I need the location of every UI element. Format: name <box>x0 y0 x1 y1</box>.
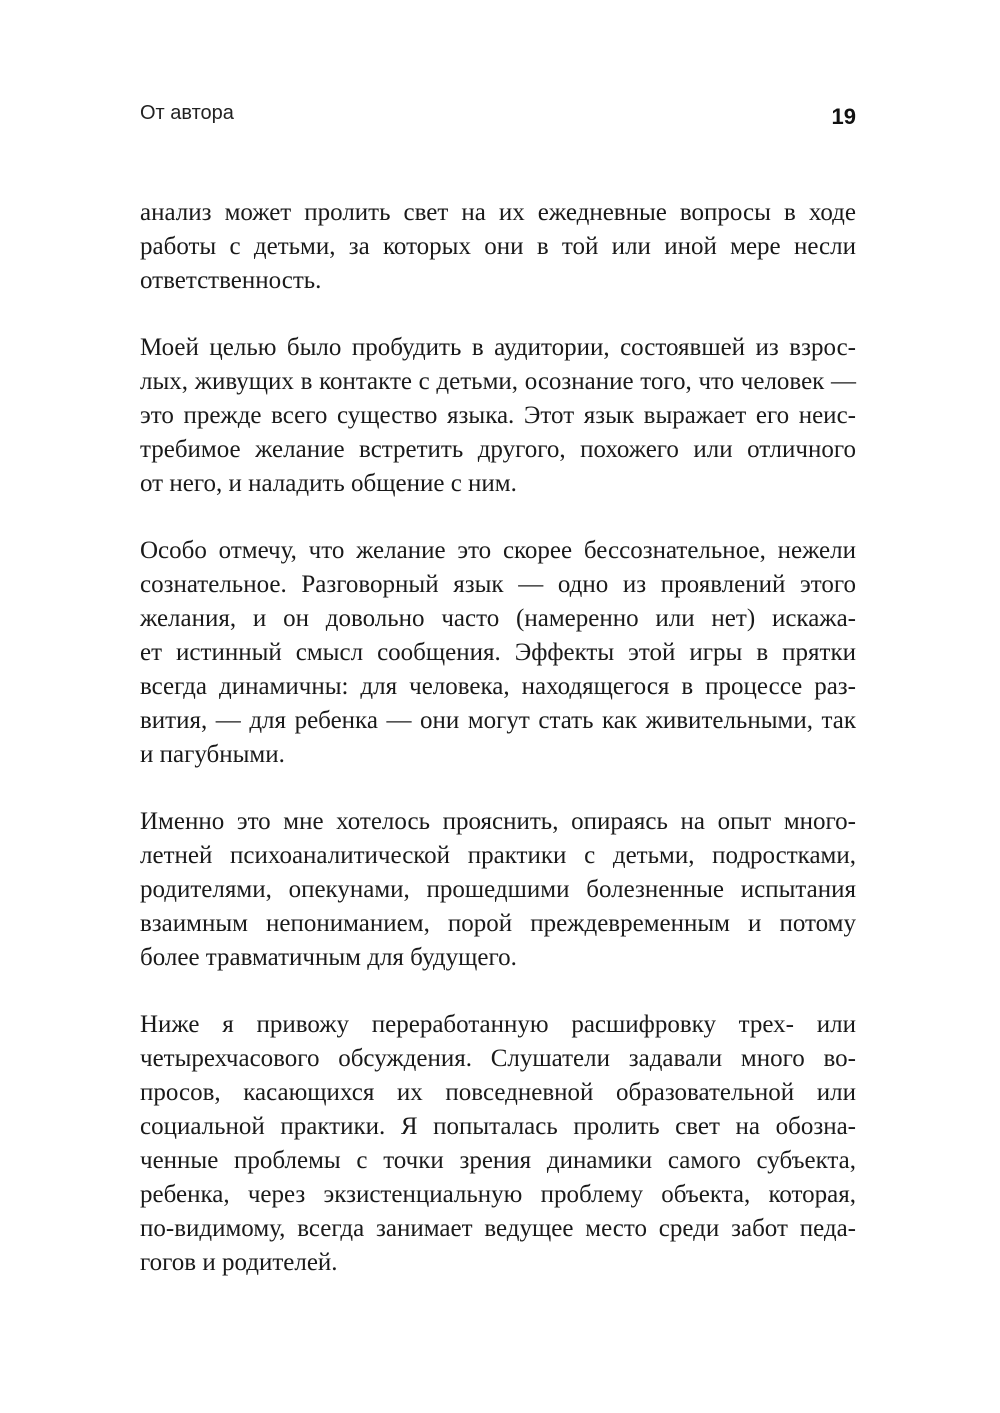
section-title: От автора <box>140 102 234 124</box>
text-line: Моей целью было пробудить в аудитории, состоявшей из взрос- <box>140 334 856 361</box>
text-line: по-видимому, всегда занимает ведущее место среди забот педа- <box>140 1215 856 1242</box>
text-line: работы с детьми, за которых они в той или иной мере несли <box>140 233 856 260</box>
text-line: это прежде всего существо языка. Этот язык выражает его неис- <box>140 402 856 429</box>
paragraph <box>140 1008 856 1280</box>
text-line: желания, и он довольно часто (намеренно или нет) искажа- <box>140 605 856 632</box>
paragraph <box>140 534 856 772</box>
paragraph <box>140 805 856 975</box>
text-line: социальной практики. Я попыталась пролить свет на обозна- <box>140 1113 856 1140</box>
text-line: просов, касающихся их повседневной образовательной или <box>140 1079 856 1106</box>
text-line: всегда динамичны: для человека, находящегося в процессе раз- <box>140 673 856 700</box>
text-line: более травматичным для будущего. <box>140 944 517 971</box>
paragraph <box>140 196 856 298</box>
text-line: ребенка, через экзистенциальную проблему объекта, которая, <box>140 1181 856 1208</box>
text-line: от него, и наладить общение с ним. <box>140 470 517 497</box>
text-line: вития, — для ребенка — они могут стать как живительными, так <box>140 707 856 734</box>
paragraph <box>140 331 856 501</box>
body-text <box>140 196 856 1313</box>
text-line: Именно это мне хотелось прояснить, опираясь на опыт много- <box>140 808 856 835</box>
page-number: 19 <box>831 104 856 129</box>
text-line: ченные проблемы с точки зрения динамики самого субъекта, <box>140 1147 856 1174</box>
text-line: гогов и родителей. <box>140 1249 338 1276</box>
text-line: ответственность. <box>140 267 322 294</box>
text-line: сознательное. Разговорный язык — одно из проявлений этого <box>140 571 856 598</box>
text-line: и пагубными. <box>140 741 285 768</box>
text-line: ет истинный смысл сообщения. Эффекты этой игры в прятки <box>140 639 856 666</box>
text-line: требимое желание встретить другого, похожего или отличного <box>140 436 856 463</box>
text-line: взаимным непониманием, порой преждевременным и потому <box>140 910 856 937</box>
text-line: четырехчасового обсуждения. Слушатели задавали много во- <box>140 1045 856 1072</box>
text-line: Ниже я привожу переработанную расшифровку трех- или <box>140 1011 856 1038</box>
running-header <box>140 100 856 140</box>
text-line: Особо отмечу, что желание это скорее бессознательное, нежели <box>140 537 856 564</box>
text-line: лых, живущих в контакте с детьми, осознание того, что человек — <box>140 368 856 395</box>
text-line: родителями, опекунами, прошедшими болезненные испытания <box>140 876 856 903</box>
text-line: летней психоаналитической практики с детьми, подростками, <box>140 842 856 869</box>
text-line: анализ может пролить свет на их ежедневные вопросы в ходе <box>140 199 856 226</box>
